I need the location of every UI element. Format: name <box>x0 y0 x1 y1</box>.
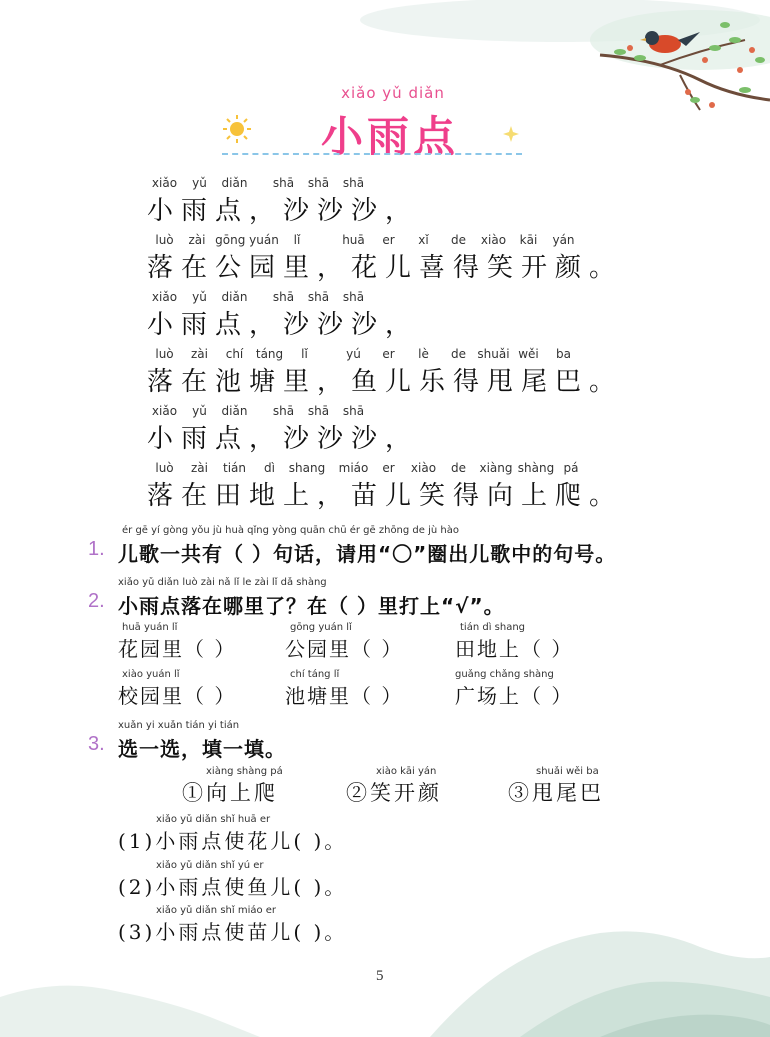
question-pinyin: xuǎn yi xuǎn tián yi tián <box>118 720 240 731</box>
poem-line-text: 小雨点，沙沙沙， <box>147 310 420 340</box>
poem-line-pinyin: luò zài chí táng lǐ yú er lè de shuǎi wěi ba <box>155 347 571 361</box>
option-pinyin: tián dì shang <box>460 622 526 633</box>
question-text: 选一选，填一填。 <box>118 737 286 761</box>
fill-item-3[interactable]: (3)小雨点使苗儿( )。 <box>118 920 348 944</box>
question-number: 3. <box>88 733 105 755</box>
choice-pinyin: shuǎi wěi ba <box>536 766 599 777</box>
option-pinyin: guǎng chǎng shàng <box>455 669 554 680</box>
option-pinyin: chí táng lǐ <box>290 669 340 680</box>
poem-line-text: 小雨点，沙沙沙， <box>147 424 420 454</box>
option-chitang[interactable]: 池塘里（ ） <box>285 684 404 708</box>
poem-line-pinyin: luò zài gōng yuán lǐ huā er xǐ de xiào kāi yán <box>155 233 575 247</box>
question-text: 小雨点落在哪里了？在（ ）里打上“√”。 <box>118 594 505 618</box>
option-gongyuan[interactable]: 公园里（ ） <box>285 637 404 661</box>
poem-line-pinyin: xiǎo yǔ diǎn shā shā shā <box>151 404 365 418</box>
question-number: 2. <box>88 590 105 612</box>
poem-line-text: 落在田地上，苗儿笑得向上爬。 <box>147 481 624 511</box>
question-text: 儿歌一共有（ ）句话，请用“〇”圈出儿歌中的句号。 <box>118 542 617 566</box>
sun-icon <box>222 114 252 144</box>
option-tiandi[interactable]: 田地上（ ） <box>455 637 574 661</box>
option-xiaoyuan[interactable]: 校园里（ ） <box>118 684 237 708</box>
title-underline <box>222 153 522 155</box>
page-title: 小雨点 <box>320 112 459 161</box>
choice-3: ③甩尾巴 <box>508 781 604 805</box>
mountain-decoration <box>0 897 770 1037</box>
poem-line-pinyin: xiǎo yǔ diǎn shā shā shā <box>151 290 365 304</box>
poem-line-pinyin: luò zài tián dì shang miáo er xiào de xiàng shàng pá <box>155 461 579 475</box>
question-number: 1. <box>88 538 105 560</box>
page-number: 5 <box>376 968 384 984</box>
item-pinyin: xiǎo yǔ diǎn shǐ miáo er <box>156 905 277 916</box>
fill-item-1[interactable]: (1)小雨点使花儿( )。 <box>118 829 348 853</box>
question-pinyin: ér gē yí gòng yǒu jù huà qǐng yòng quān chū ér gē zhōng de jù hào <box>122 525 459 536</box>
option-guangchang[interactable]: 广场上（ ） <box>455 684 574 708</box>
poem-line-text: 落在池塘里，鱼儿乐得甩尾巴。 <box>147 367 624 397</box>
item-pinyin: xiǎo yǔ diǎn shǐ huā er <box>156 814 271 825</box>
choice-pinyin: xiàng shàng pá <box>206 766 283 777</box>
option-pinyin: gōng yuán lǐ <box>290 622 352 633</box>
title-pinyin: xiǎo yǔ diǎn <box>341 84 445 102</box>
choice-pinyin: xiào kāi yán <box>376 766 437 777</box>
question-pinyin: xiǎo yǔ diǎn luò zài nǎ lǐ le zài lǐ dǎ shàng <box>118 577 327 588</box>
poem-line-text: 落在公园里，花儿喜得笑开颜。 <box>147 253 624 283</box>
choice-1: ①向上爬 <box>182 781 278 805</box>
choice-2: ②笑开颜 <box>346 781 442 805</box>
option-pinyin: xiào yuán lǐ <box>122 669 180 680</box>
fill-item-2[interactable]: (2)小雨点使鱼儿( )。 <box>118 875 348 899</box>
option-huayuan[interactable]: 花园里（ ） <box>118 637 237 661</box>
poem-line-pinyin: xiǎo yǔ diǎn shā shā shā <box>151 176 365 190</box>
poem-line-text: 小雨点，沙沙沙， <box>147 196 420 226</box>
star-icon <box>503 126 519 142</box>
item-pinyin: xiǎo yǔ diǎn shǐ yú er <box>156 860 264 871</box>
option-pinyin: huā yuán lǐ <box>122 622 178 633</box>
